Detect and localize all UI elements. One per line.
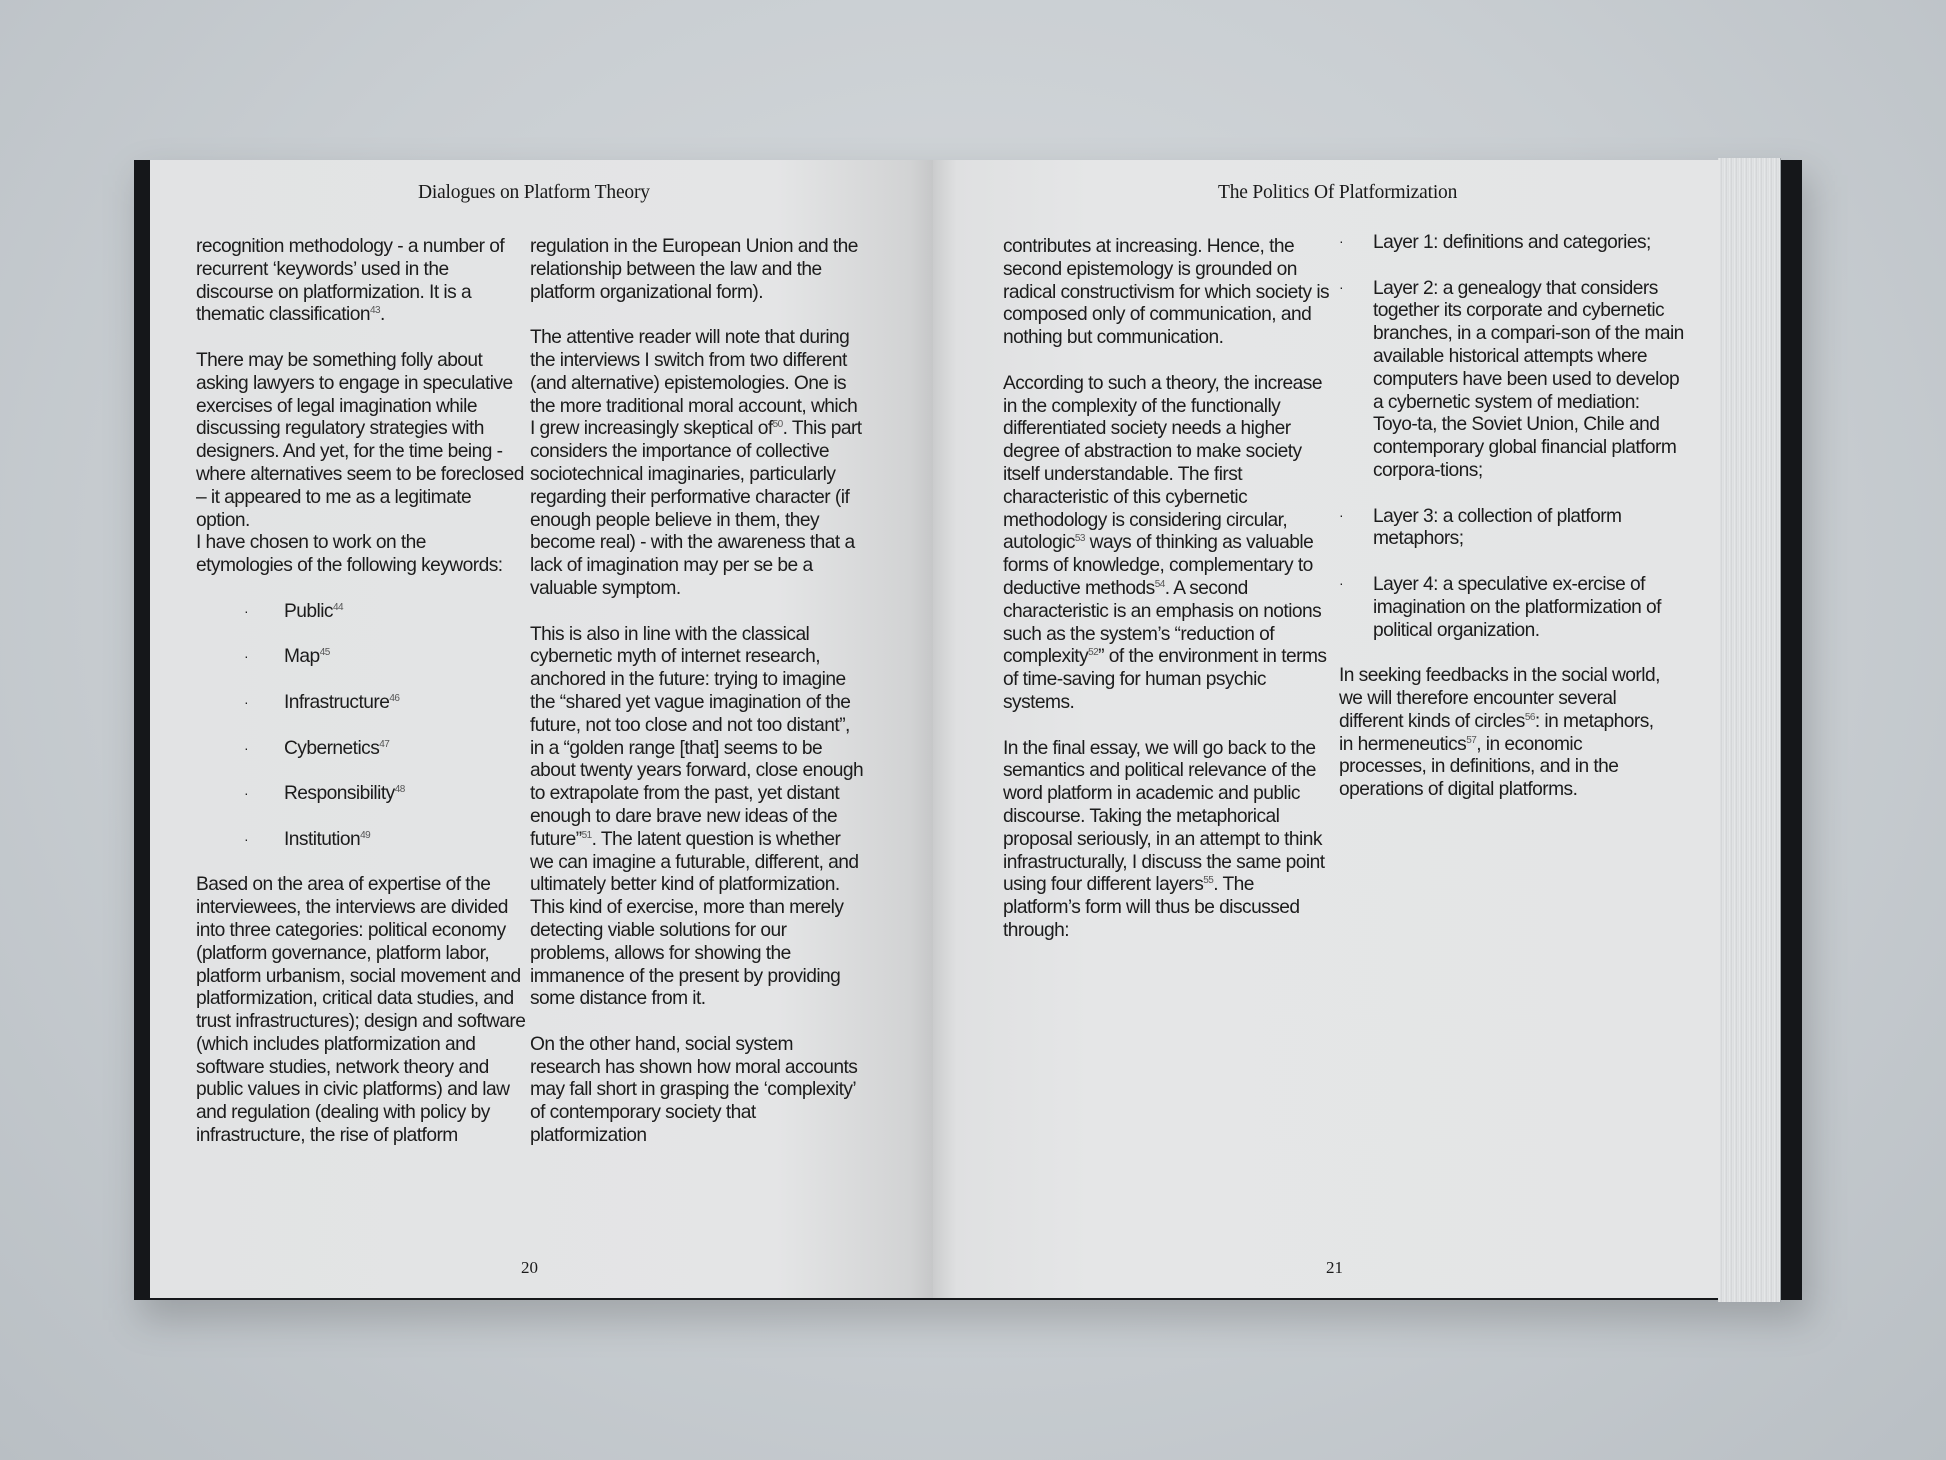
paragraph: According to such a theory, the increase in the complexity of the functionally differentiated society needs a higher degree of abstraction to make society itself understandable. The first characteristic of this cybernetic methodology is considering circular, autologic$^{53}$ ways of thinking as valuable forms of knowledge, complementary to deductive methods$^{54}$. A second characteristic is an emphasis on notions such as the system’s “reduction of complexity$^{52}$” of the environment in terms of time-saving for human psychic systems. — [1003, 372, 1327, 713]
page-edges — [1718, 158, 1781, 1302]
keyword-item: · Responsibility$^{48}$ — [196, 783, 526, 806]
paragraph: In the final essay, we will go back to the semantics and political relevance of the word platform in academic and public discourse. Taking the metaphorical proposal seriously, in an attempt to think infrastructurally, I discuss the same point using four different layers$^{55}$. The platform’s form will thus be discussed through: — [1003, 737, 1325, 941]
running-head-right: The Politics Of Platformization — [1218, 182, 1458, 203]
keyword-item: · Cybernetics$^{47}$ — [196, 738, 526, 761]
left-page — [150, 160, 933, 1298]
footnote-ref: 51 — [581, 829, 592, 841]
keyword-item: · Infrastructure$^{46}$ — [196, 692, 526, 715]
paragraph: On the other hand, social system research has shown how moral accounts may fall short in grasping the ‘complexity’ of contemporary society that platformization — [530, 1033, 858, 1147]
keyword-item: · Institution$^{49}$ — [196, 829, 526, 852]
layer-item: · Layer 2: a genealogy that considers together its corporate and cybernetic branches, in a compari-son of the main available historical attempts where computers have been used to develop a cybernetic system of mediation: Toyo-ta, the Soviet Union, Chile and contemporary global financial platform corpora-tions; — [1339, 277, 1684, 481]
paragraph: contributes at increasing. Hence, the second epistemology is grounded on radical constructivism for which society is composed only of communication, and nothing but communication. — [1003, 236, 1330, 349]
keyword-item: · Map$^{45}$ — [196, 646, 526, 669]
layer-item: · Layer 4: a speculative ex-ercise of imagination on the platformization of political organization. — [1339, 573, 1661, 641]
page-number-left: 20 — [521, 1258, 538, 1277]
paragraph: In seeking feedbacks in the social world, we will therefore encounter several different kinds of circles$^{56}$: in metaphors, in hermeneutics$^{57}$, in economic processes, in definitions, and in the operations of digital platforms. — [1339, 665, 1660, 801]
keyword-item: · Public$^{44}$ — [196, 601, 526, 624]
running-head-left: Dialogues on Platform Theory — [418, 182, 650, 203]
paragraph: I have chosen to work on the etymologies of the following keywords: — [196, 532, 503, 577]
paragraph: The attentive reader will note that during the interviews I switch from two different (and alternative) epistemologies. One is the more traditional moral account, which I grew increasingly skeptical $of^{50}$. This part considers the importance of collective sociotechnical imaginaries, particularly regarding their performative character (if enough people believe in them, they become real) - with the awareness that a lack of imagination may per se be a valuable symptom. — [530, 327, 862, 599]
footnote-ref: 50 — [772, 419, 783, 431]
layer-list — [1339, 232, 1684, 642]
paragraph: This is also in line with the classical cybernetic myth of internet research, anchored in the future: trying to imagine the “shared yet vague imagination of the future, not too close and not too distant”, in a “golden range [that] seems to be about twenty years forward, close enough to extrapolate from the past, yet distant enough to dare brave new ideas of the future”$^{51}$. The latent question is whether we can imagine a futurable, different, and ultimately better kind of platformization. This kind of exercise, more than merely detecting viable solutions for our problems, allows for showing the immanence of the present by providing some distance from it. — [530, 623, 864, 1010]
keyword-list — [196, 601, 526, 852]
paragraph: recognition methodology - a number of recurrent ‘keywords’ used in the discourse on platformization. It is a thematic classification$^{43}$. — [196, 236, 505, 326]
right-page — [933, 160, 1720, 1298]
left-column-2 — [530, 236, 864, 1171]
layer-item: · Layer 1: definitions and categories; — [1339, 232, 1651, 253]
right-column-2 — [1339, 232, 1684, 825]
layer-item: · Layer 3: a collection of platform metaphors; — [1339, 505, 1622, 550]
left-column-1 — [196, 236, 526, 1171]
footnote-ref: 43 — [369, 305, 381, 317]
paragraph: Based on the area of expertise of the interviewees, the interviews are divided into three categories: political economy (platform governance, platform labor, platform urbanism, social movement and platformization, critical data studies, and trust infrastructures); design and software (which includes platformization and software studies, network theory and public values in civic platforms) and law and regulation (dealing with policy by infrastructure, the rise of platform — [196, 874, 526, 1147]
paragraph: regulation in the European Union and the relationship between the law and the platform organizational form). — [530, 236, 858, 303]
right-column-1 — [1003, 236, 1333, 966]
paragraph: There may be something folly about asking lawyers to engage in speculative exercises of legal imagination while discussing regulatory strategies with designers. And yet, for the time being - where alternatives seem to be foreclosed – it appeared to me as a legitimate option. — [196, 349, 524, 531]
page-number-right: 21 — [1326, 1258, 1343, 1277]
